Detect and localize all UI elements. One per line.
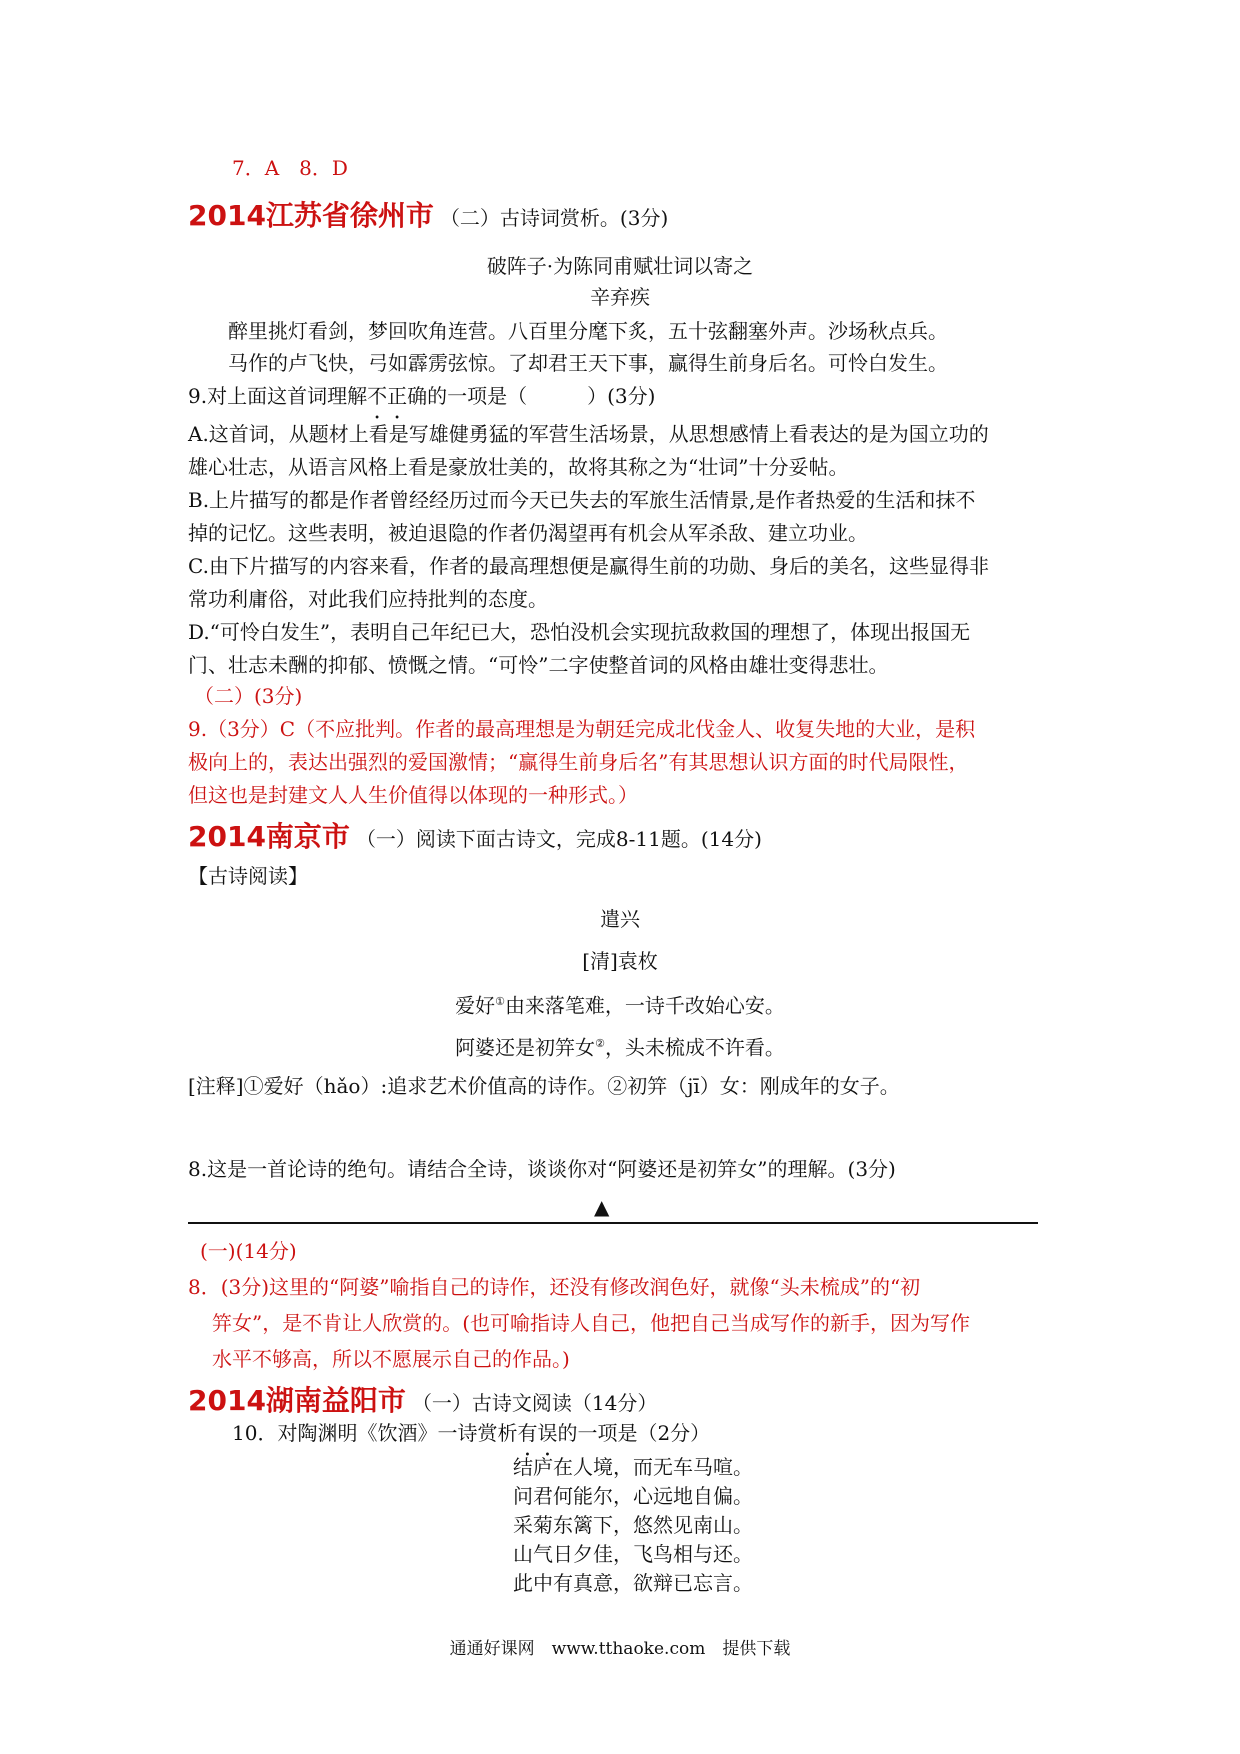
- yiyang-poem-line-1: 结庐在人境，而无车马喧。: [513, 1455, 753, 1479]
- nanjing-poem-line-2-a: 阿婆还是初笄女: [455, 1035, 596, 1060]
- xuzhou-answer-line-2: 极向上的，表达出强烈的爱国激情；“赢得生前身后名”有其思想认识方面的时代局限性，: [188, 750, 969, 774]
- page-footer: 通通好课网 www.tthaoke.com 提供下载: [449, 1639, 791, 1659]
- xuzhou-answer-heading: （二）(3分): [194, 684, 303, 708]
- question-9-text-before: 9.对上面这首词理解: [188, 384, 368, 408]
- nanjing-answer-line-3: 水平不够高，所以不愿展示自己的作品。): [212, 1347, 570, 1371]
- question-10-emphasis-2: 误: [537, 1421, 558, 1445]
- answer-line-marker-icon: ▲: [594, 1195, 610, 1219]
- note-marker-1: ①: [495, 995, 505, 1008]
- nanjing-answer-line-2: 笄女”，是不肯让人欣赏的。(也可喻指诗人自己，他把自己当成写作的新手，因为写作: [212, 1311, 971, 1335]
- question-10-text-before: 10．对陶渊明《饮酒》一诗赏析: [232, 1421, 518, 1445]
- xuzhou-heading-text: （二）古诗词赏析。(3分): [439, 206, 669, 230]
- nanjing-poem-line-2: [0, 1029, 1240, 1063]
- xuzhou-heading: [188, 197, 668, 239]
- answer-line-divider: [188, 1222, 1038, 1224]
- nanjing-poem-line-1: [0, 987, 1240, 1021]
- nanjing-answer-heading: (一)(14分): [200, 1239, 297, 1263]
- xuzhou-poem-title: 破阵子·为陈同甫赋壮词以寄之: [486, 254, 754, 278]
- yiyang-region-title: 2014湖南益阳市: [188, 1384, 406, 1417]
- question-9-emphasis-2: 正: [387, 384, 408, 408]
- xuzhou-answer-line-3: 但这也是封建文人人生价值得以体现的一种形式。）: [188, 783, 638, 807]
- xuzhou-poem-line-1: 醉里挑灯看剑，梦回吹角连营。八百里分麾下炙，五十弦翻塞外声。沙场秋点兵。: [228, 319, 948, 343]
- option-c-line-1: C.由下片描写的内容来看，作者的最高理想便是赢得生前的功勋、身后的美名，这些显得非: [188, 554, 989, 578]
- question-9: [188, 381, 655, 411]
- yiyang-poem-line-4: 山气日夕佳，飞鸟相与还。: [513, 1542, 753, 1566]
- xuzhou-poem-line-2: 马作的卢飞快，弓如霹雳弦惊。了却君王天下事，赢得生前身后名。可怜白发生。: [228, 351, 948, 375]
- nanjing-poem-line-2-b: ，头未梳成不许看。: [604, 1035, 785, 1060]
- note-marker-2: ②: [595, 1037, 605, 1050]
- nanjing-heading: [188, 818, 762, 860]
- nanjing-poem-author: [清]袁枚: [582, 949, 658, 973]
- nanjing-section-label: 【古诗阅读】: [188, 864, 308, 888]
- question-9-text-after: 确的一项是（ ）(3分): [407, 384, 656, 408]
- yiyang-poem-line-5: 此中有真意，欲辩已忘言。: [513, 1571, 753, 1595]
- question-10-text-after: 的一项是（2分）: [557, 1421, 711, 1445]
- nanjing-region-title: 2014南京市: [188, 820, 350, 853]
- option-a-line-2: 雄心壮志，从语言风格上看是豪放壮美的，故将其称之为“壮词”十分妥帖。: [188, 455, 849, 479]
- nanjing-heading-text: （一）阅读下面古诗文，完成8-11题。(14分): [355, 827, 762, 851]
- nanjing-note: [注释]①爱好（hǎo）:追求艺术价值高的诗作。②初笄（jī）女：刚成年的女子。: [188, 1074, 900, 1098]
- option-d-line-1: D.“可怜白发生”，表明自己年纪已大，恐怕没机会实现抗敌救国的理想了，体现出报国无: [188, 620, 971, 644]
- nanjing-answer-line-1: 8．(3分)这里的“阿婆”喻指自己的诗作，还没有修改润色好，就像“头未梳成”的“初: [188, 1275, 921, 1299]
- question-10-emphasis-1: 有: [517, 1421, 538, 1445]
- option-d-line-2: 门、壮志未酬的抑郁、愤慨之情。“可怜”二字使整首词的风格由雄壮变得悲壮。: [188, 653, 889, 677]
- option-c-line-2: 常功利庸俗，对此我们应持批判的态度。: [188, 587, 548, 611]
- nanjing-poem-line-1-b: 由来落笔难，一诗千改始心安。: [504, 993, 785, 1018]
- top-answer: 7．A 8．D: [232, 156, 348, 180]
- option-b-line-1: B.上片描写的都是作者曾经经历过而今天已失去的军旅生活情景,是作者热爱的生活和抹不: [188, 488, 976, 512]
- xuzhou-region-title: 2014江苏省徐州市: [188, 199, 434, 232]
- yiyang-poem-line-2: 问君何能尔，心远地自偏。: [513, 1484, 753, 1508]
- nanjing-poem-line-1-a: 爱好: [455, 993, 496, 1018]
- xuzhou-answer-line-1: 9.（3分）C（不应批判。作者的最高理想是为朝廷完成北伐金人、收复失地的大业，是积: [188, 717, 976, 741]
- nanjing-poem-title: 遣兴: [600, 907, 640, 931]
- yiyang-heading-text: （一）古诗文阅读（14分）: [411, 1391, 658, 1415]
- option-b-line-2: 掉的记忆。这些表明，被迫退隐的作者仍渴望再有机会从军杀敌、建立功业。: [188, 521, 868, 545]
- question-8: 8.这是一首论诗的绝句。请结合全诗，谈谈你对“阿婆还是初笄女”的理解。(3分): [188, 1157, 896, 1181]
- yiyang-poem-line-3: 采菊东篱下，悠然见南山。: [513, 1513, 753, 1537]
- question-10: [232, 1418, 710, 1448]
- question-9-emphasis-1: 不: [367, 384, 388, 408]
- option-a-line-1: A.这首词，从题材上看是写雄健勇猛的军营生活场景，从思想感情上看表达的是为国立功的: [188, 422, 989, 446]
- xuzhou-poem-author: 辛弃疾: [590, 285, 650, 309]
